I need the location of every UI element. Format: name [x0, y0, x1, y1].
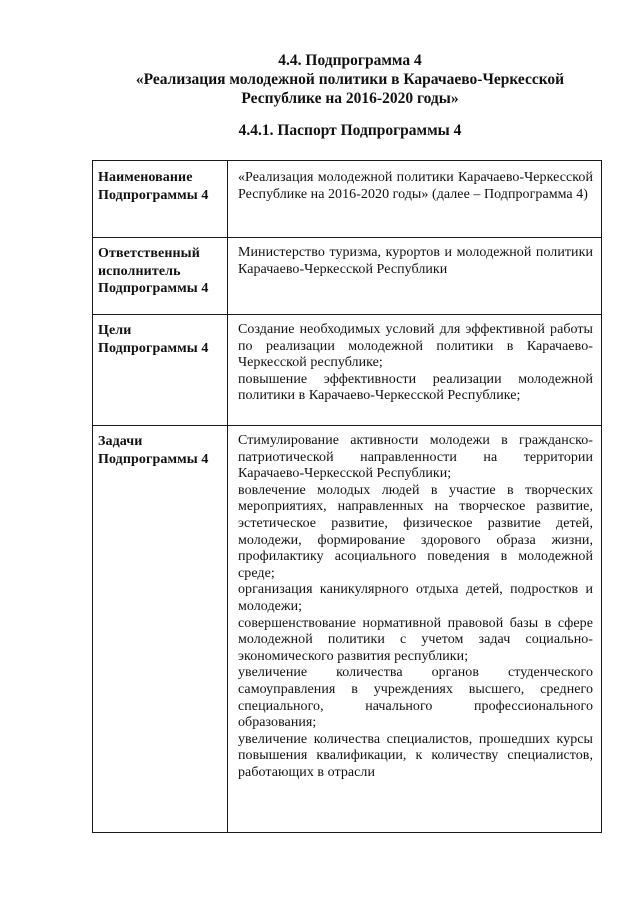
value-paragraph: совершенствование нормативной правовой базы в сфере молодежной политики с учетом задач социально-экономического развития республики; — [238, 615, 593, 664]
value-paragraph: увеличение количества специалистов, прошедших курсы повышения квалификации, к количеству специалистов, работающих в отрасли — [238, 731, 593, 780]
value-paragraph: организация каникулярного отдыха детей, подростков и молодежи; — [238, 582, 593, 614]
heading-line-3: Республике на 2016-2020 годы» — [241, 90, 459, 107]
row-value-name — [238, 170, 593, 203]
row-divider-3 — [93, 425, 601, 426]
row-label-name — [98, 169, 226, 204]
row-divider-1 — [93, 237, 601, 238]
label-line: Цели — [98, 323, 132, 338]
label-line: Подпрограммы 4 — [98, 187, 209, 203]
heading-line-1: 4.4. Подпрограмма 4 — [278, 52, 422, 69]
row-label-executor — [98, 245, 226, 298]
row-label-tasks — [98, 433, 226, 468]
row-divider-2 — [93, 314, 601, 315]
label-line: исполнитель — [98, 263, 181, 279]
value-paragraph: «Реализация молодежной политики Карачаево-Черкесской Республике на 2016-2020 годы» (далее – Подпрограмма 4) — [238, 170, 593, 202]
row-label-goals — [98, 322, 226, 357]
label-line: Подпрограммы 4 — [98, 281, 209, 296]
column-divider — [227, 161, 228, 832]
row-value-executor — [238, 245, 593, 278]
passport-title: 4.4.1. Паспорт Подпрограммы 4 — [238, 122, 462, 139]
value-paragraph: увеличение количества органов студенческого самоуправления в учреждениях высшего, среднего специального, начального профессионального образования; — [238, 665, 593, 731]
subprogram-heading — [100, 51, 600, 108]
label-line: Ответственный — [98, 246, 200, 261]
label-line: Подпрограммы 4 — [98, 451, 209, 467]
row-value-goals — [238, 322, 593, 405]
label-line: Подпрограммы 4 — [98, 340, 209, 356]
row-value-tasks — [238, 433, 593, 781]
passport-table — [92, 160, 602, 833]
heading-line-2: «Реализация молодежной политики в Карачаево-Черкесской — [135, 71, 565, 88]
label-line: Задачи — [98, 434, 143, 449]
label-line: Наименование — [98, 170, 193, 185]
value-paragraph: повышение эффективности реализации молодежной политики в Карачаево-Черкесской Республике; — [238, 371, 593, 404]
value-paragraph: Создание необходимых условий для эффективной работы по реализации молодежной политики в Карачаево-Черкесской республике; — [238, 322, 593, 371]
value-paragraph: Стимулирование активности молодежи в гражданско-патриотической направленности на территории Карачаево-Черкесской Республики; — [238, 433, 593, 482]
value-paragraph: Министерство туризма, курортов и молодежной политики Карачаево-Черкесской Республики — [238, 245, 593, 277]
value-paragraph: вовлечение молодых людей в участие в творческих мероприятиях, направленных на творческое развитие, эстетическое развитие, физическое развитие детей, молодежи, формирование здорового образа жизни, профилактику асоциального поведения в молодежной среде; — [238, 482, 593, 581]
